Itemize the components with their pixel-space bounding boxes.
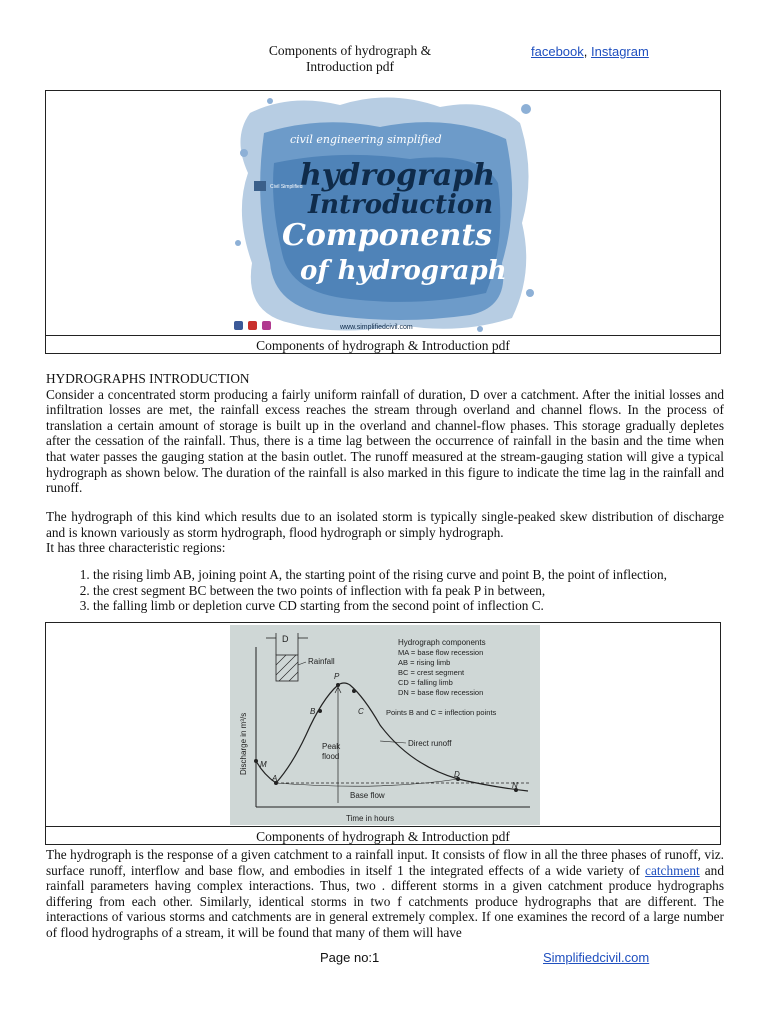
list-item: 3. the falling limb or depletion curve CD starting from the second point of inflection C. <box>93 598 724 614</box>
closing-section <box>46 847 724 941</box>
figure-hydrograph-box <box>45 622 721 845</box>
peak-label: Peak <box>322 742 341 751</box>
figure2-caption: Components of hydrograph & Introduction pdf <box>46 826 720 846</box>
intro-paragraph-1: Consider a concentrated storm producing a fairly uniform rainfall of duration, D over a catchment. After the initial losses and infiltration losses are met, the rainfall excess reaches the stream through overland and channel flows. In the process of translation a certain amount of storage is built up in the overland and channel-flow phases. This storage gradually depletes after the cessation of the rainfall. Thus, there is a time lag between the occurrence of rainfall in the basin and the time when that water passes the gauging station at the basin outlet. The runoff measured at the stream-gauging station will give a typical hydrograph as shown below. The duration of the rainfall is also marked in this figure to indicate the time lag in the rainfall and runoff. <box>46 386 724 496</box>
banner-line3: Components <box>282 218 493 253</box>
page-number: Page no:1 <box>320 950 380 965</box>
point-c-label: C <box>358 707 364 716</box>
figure1-caption: Components of hydrograph & Introduction pdf <box>46 335 720 355</box>
legend-item: BC = crest segment <box>398 668 465 677</box>
flood-label: flood <box>322 752 340 761</box>
banner-tagline: civil engineering simplified <box>290 133 442 146</box>
legend-item: CD = falling limb <box>398 678 453 687</box>
point-d-label: D <box>454 770 460 779</box>
closing-text-part2: and rainfall parameters having complex interactions. Thus, two . different storms in a given catchment produce hydrographs differing from each other. Similarly, identical storms in two f catchments produce hydrographs that are different. The interactions of various storms and catchments are in general extremely complex. If one examines the record of a large number of flood hydrographs of a stream, it will be found that many of them will have <box>46 862 724 940</box>
inflection-note: Points B and C = inflection points <box>386 708 497 717</box>
hydrograph-diagram <box>230 625 540 825</box>
figure-banner-box <box>45 90 721 354</box>
legend-item: DN = base flow recession <box>398 688 484 697</box>
header-title-line1: Components of hydrograph & <box>268 43 432 58</box>
point-a-label: A <box>272 774 278 783</box>
banner-website: www.simplifiedcivil.com <box>340 324 413 331</box>
list-item: 2. the crest segment BC between the two points of inflection with fa peak P in between, <box>93 583 724 599</box>
footer-site-link[interactable]: Simplifiedcivil.com <box>543 950 650 965</box>
banner-brand: Civil Simplified <box>270 184 303 190</box>
intro-paragraph-3: It has three characteristic regions: <box>46 540 226 556</box>
pinterest-icon <box>248 321 257 330</box>
legend-item: MA = base flow recession <box>398 648 484 657</box>
banner-image <box>230 93 536 335</box>
base-flow-label: Base flow <box>350 791 385 800</box>
header-title-line2: Introduction pdf <box>305 59 395 74</box>
legend-item: AB = rising limb <box>398 658 451 667</box>
x-axis-label: Time in hours <box>346 814 395 823</box>
point-p-label: P <box>334 672 340 681</box>
banner-line2: Introduction <box>308 190 494 220</box>
intro-paragraph-2-block <box>46 509 724 556</box>
facebook-icon <box>234 321 243 330</box>
duration-label: D <box>282 634 289 644</box>
regions-list-block <box>46 567 724 614</box>
point-m-label: M <box>260 760 267 769</box>
y-axis-label: Discharge in m³/s <box>239 712 248 775</box>
banner-line4: of hydrograph <box>300 256 507 286</box>
rainfall-label: Rainfall <box>308 657 335 666</box>
brand-logo-icon <box>254 181 266 191</box>
instagram-icon <box>262 321 271 330</box>
header-social-links <box>531 44 649 59</box>
closing-paragraph <box>46 847 724 941</box>
direct-runoff-label: Direct runoff <box>408 739 452 748</box>
list-item: 1. the rising limb AB, joining point A, the starting point of the rising curve and point B, the point of inflection, <box>93 567 724 583</box>
link-separator: , <box>583 44 588 59</box>
intro-section <box>46 371 724 496</box>
closing-text-part1: The hydrograph is the response of a given catchment to a rainfall input. It consists of flow in all the three phases of runoff, viz. surface runoff, interflow and base flow, and embodies in itself 1 the integrated effects of a wide variety of <box>46 847 724 878</box>
point-n-label: N <box>512 781 518 790</box>
section-heading: HYDROGRAPHS INTRODUCTION <box>46 371 250 386</box>
legend-title: Hydrograph components <box>398 638 486 647</box>
banner-line1: hydrograph <box>300 158 496 193</box>
catchment-link[interactable]: catchment <box>645 862 700 878</box>
instagram-link[interactable]: Instagram <box>591 44 649 59</box>
regions-list <box>46 567 724 614</box>
page-header-title <box>230 43 470 75</box>
intro-paragraph-2: The hydrograph of this kind which results due to an isolated storm is typically single-peaked skew distribution of discharge and is known variously as storm hydrograph, flood hydrograph or simply hydrograph. <box>46 509 724 540</box>
facebook-link[interactable]: facebook <box>531 44 584 59</box>
point-b-label: B <box>310 707 316 716</box>
